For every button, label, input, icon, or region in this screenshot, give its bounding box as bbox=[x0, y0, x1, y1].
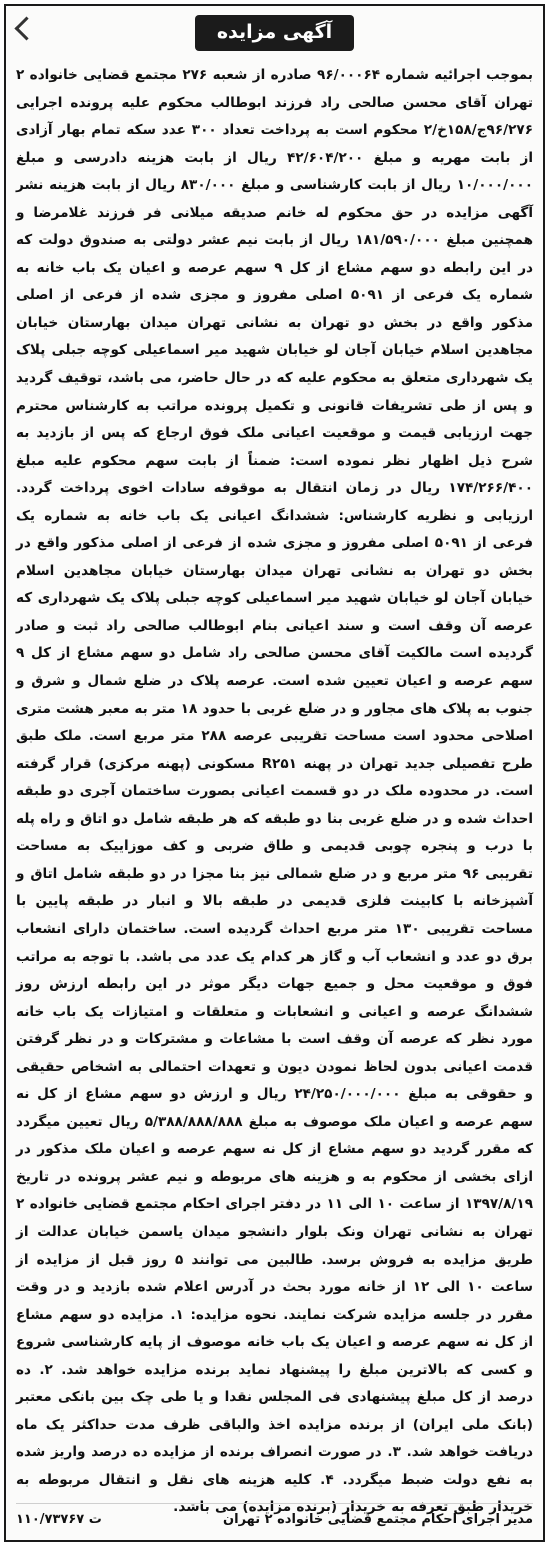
notice-header bbox=[6, 12, 543, 54]
notice-signature: مدیر اجرای احکام مجتمع قضایی خانواده ۲ تهران bbox=[223, 1511, 533, 1527]
notice-title: آگهی مزایده bbox=[195, 15, 354, 51]
notice-footer bbox=[16, 1503, 533, 1534]
notice-frame bbox=[4, 4, 545, 1542]
notice-body: بموجب اجرائیه شماره ۹۶/۰۰۰۶۴ صادره از شعبه ۲۷۶ مجتمع قضایی خانواده ۲ تهران آقای محسن صالحی راد فرزند ابوطالب محکوم علیه پرونده اجرایی ۹۶/۲۷۶ج/۱۵۸خ/۲ محکوم است به پرداخت تعداد ۳۰۰ عدد سکه تمام بهار آزادی از بابت مهریه و مبلغ ۴۲/۶۰۴/۲۰۰ ریال از بابت هزینه دادرسی و مبلغ ۱۰/۰۰۰/۰۰۰ ریال از بابت کارشناسی و مبلغ ۸۳۰/۰۰۰ ریال از بابت هزینه نشر آگهی مزایده در حق محکوم له خانم صدیقه میلانی فر فرزند غلامرضا و همچنین مبلغ ۱۸۱/۵۹۰/۰۰۰ ریال از بابت نیم عشر دولتی به صندوق دولت که در این رابطه دو سهم مشاع از کل ۹ سهم عرصه و اعیان یک باب خانه به شماره یک فرعی از ۵۰۹۱ اصلی مفروز و مجزی شده از فرعی از اصلی مذکور واقع در بخش دو تهران به نشانی تهران میدان بهارستان خیابان مجاهدین اسلام خیابان آجان لو خیابان شهید میر اسماعیلی کوچه جبلی پلاک یک شهرداری متعلق به محکوم علیه که در حال حاضر، می باشد، توقیف گردید و پس از طی تشریفات قانونی و تکمیل پرونده مراتب به کارشناس محترم جهت ارزیابی قیمت و موقعیت اعیانی ملک فوق ارجاع که پس از بازدید به شرح ذیل اظهار نظر نموده است: ضمناً از بابت سهم محکوم علیه مبلغ ۱۷۴/۲۶۶/۴۰۰ ریال در زمان انتقال به موقوفه سادات اخوی پرداخت گردد. ارزیابی و نظریه کارشناس: ششدانگ اعیانی یک باب خانه به شماره یک فرعی از ۵۰۹۱ اصلی مفروز و مجزی شده از فرعی از اصلی مذکور واقع در بخش دو تهران به نشانی تهران میدان بهارستان خیابان مجاهدین اسلام خیابان آجان لو خیابان شهید میر اسماعیلی کوچه جبلی پلاک یک شهرداری که عرصه آن وقف است و سند اعیانی بنام ابوطالب صالحی راد ثبت و صادر گردیده است مالکیت آقای محسن صالحی راد شامل دو سهم مشاع از کل ۹ سهم عرصه و اعیان تعیین شده است. عرصه پلاک در ضلع شمال و شرق و جنوب به پلاک های مجاور و در ضلع غربی با حدود ۱۸ متر به معبر هشت متری اصلاحی محدود است مساحت تقریبی عرصه ۲۸۸ متر مربع است. ملک طبق طرح تفصیلی جدید تهران در پهنه R۲۵۱ مسکونی (پهنه مرکزی) قرار گرفته است. در محدوده ملک در دو قسمت اعیانی بصورت ساختمان آجری دو طبقه احداث شده و در ضلع غربی بنا دو طبقه که هر طبقه شامل دو اتاق و راه پله با درب و پنجره چوبی قدیمی و طاق ضربی و کف موزاییک به مساحت تقریبی ۹۶ متر مربع و در ضلع شمالی نیز بنا مجزا در دو طبقه شامل اتاق و آشپزخانه با کابینت فلزی قدیمی در طبقه بالا و انبار در طبقه پایین با مساحت تقریبی ۱۳۰ متر مربع احداث گردیده است. ساختمان دارای انشعاب برق دو عدد و انشعاب آب و گاز هر کدام یک عدد می باشد. با توجه به مراتب فوق و موقعیت محل و جمیع جهات دیگر موثر در این رابطه ارزش روز ششدانگ عرصه و اعیانی و انشعابات و متعلقات و امتیازات یک باب خانه مورد نظر که عرصه آن وقف است با مشاعات و مشترکات و در نظر گرفتن قدمت اعیانی بدون لحاظ نمودن دیون و تعهدات احتمالی به اشخاص حقیقی و حقوقی به مبلغ ۲۴/۲۵۰/۰۰۰/۰۰۰ ریال و ارزش دو سهم مشاع از کل نه سهم عرصه و اعیان ملک موصوف به مبلغ ۵/۳۸۸/۸۸۸/۸۸۸ ریال تعیین میگردد که مقرر گردید دو سهم مشاع از کل نه سهم عرصه و اعیان ملک مذکور در ازای بخشی از محکوم به و هزینه های مربوطه و نیم عشر پرونده در تاریخ ۱۳۹۷/۸/۱۹ از ساعت ۱۰ الی ۱۱ در دفتر اجرای احکام مجتمع قضایی خانواده ۲ تهران به نشانی تهران ونک بلوار دانشجو میدان یاسمن خیابان عدالت از طریق مزایده به فروش برسد. طالبین می توانند ۵ روز قبل از مزایده از ساعت ۱۰ الی ۱۲ از خانه مورد بحث در آدرس اعلام شده بازدید و در وقت مقرر در جلسه مزایده شرکت نمایند. نحوه مزایده: ۱. مزایده دو سهم مشاع از کل نه سهم عرصه و اعیان یک باب خانه موصوف از پایه کارشناسی شروع و کسی که بالاترین مبلغ را پیشنهاد نماید برنده مزایده خواهد شد. ۲. ده درصد از کل مبلغ پیشنهادی فی المجلس نقدا و یا طی چک بین بانکی معتبر (بانک ملی ایران) از برنده مزایده اخذ والباقی ظرف مدت حداکثر یک ماه دریافت خواهد شد. ۳. در صورت انصراف برنده از مزایده ده درصد واریز شده به نفع دولت ضبط میگردد. ۴. کلیه هزینه های نقل و انتقال مربوطه به خریدار طبق تعرفه به خریدار (برنده مزایده) می باشد. bbox=[16, 67, 534, 1516]
notice-code: ۱۱۰/۷۳۷۶۷ ت bbox=[16, 1511, 102, 1527]
